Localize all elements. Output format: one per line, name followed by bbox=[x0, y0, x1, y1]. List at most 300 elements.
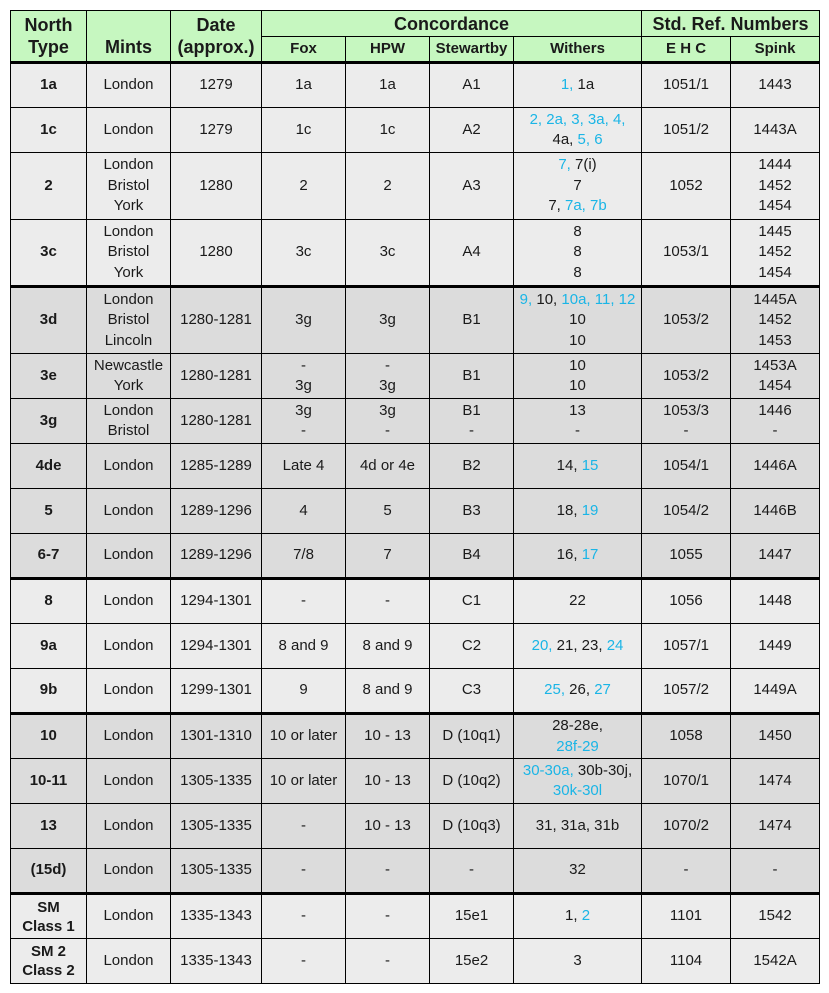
withers-ref-link[interactable]: 1, bbox=[560, 76, 578, 94]
header-north-type: North Type bbox=[11, 11, 87, 63]
cell-ehc bbox=[642, 939, 731, 984]
withers-line bbox=[515, 680, 640, 701]
table-row bbox=[11, 939, 820, 984]
withers-ref-link[interactable]: 17 bbox=[581, 546, 599, 564]
hpw-line: 2 bbox=[383, 176, 392, 194]
spink-line: 1453A bbox=[753, 356, 797, 374]
stewartby-line: C1 bbox=[461, 592, 482, 610]
cell-mints bbox=[87, 579, 171, 624]
header-concordance: Concordance bbox=[262, 11, 642, 37]
mint-line: London bbox=[103, 546, 154, 564]
cell-fox bbox=[262, 669, 346, 714]
cell-withers bbox=[514, 849, 642, 894]
withers-line bbox=[515, 310, 640, 331]
withers-line bbox=[515, 290, 640, 311]
cell-ehc bbox=[642, 669, 731, 714]
withers-line bbox=[515, 110, 640, 131]
fox-line: 10 or later bbox=[269, 771, 338, 789]
spink-line: 1474 bbox=[758, 816, 792, 834]
cell-fox bbox=[262, 579, 346, 624]
cell-spink bbox=[731, 63, 820, 108]
cell-hpw bbox=[346, 220, 430, 287]
mint-line: London bbox=[103, 501, 154, 519]
spink-line: 1446A bbox=[753, 456, 797, 474]
mint-line: London bbox=[103, 727, 154, 745]
table-row bbox=[11, 444, 820, 489]
stewartby-line: A2 bbox=[462, 120, 481, 138]
hpw-line: - bbox=[385, 951, 390, 969]
spink-line: 1445A bbox=[753, 290, 797, 308]
cell-hpw bbox=[346, 489, 430, 534]
withers-ref-link[interactable]: 19 bbox=[581, 501, 599, 519]
spink-line: 1454 bbox=[758, 377, 792, 394]
spink-line: 1446 bbox=[758, 401, 792, 419]
ehc-line: 1055 bbox=[669, 546, 703, 564]
withers-line bbox=[515, 781, 640, 802]
stewartby-line: D (10q2) bbox=[442, 771, 501, 789]
cell-north-type: 9b bbox=[11, 669, 87, 714]
hpw-line: - bbox=[385, 356, 390, 374]
cell-spink bbox=[731, 534, 820, 579]
spink-line: 1454 bbox=[758, 263, 792, 281]
cell-hpw bbox=[346, 849, 430, 894]
withers-line bbox=[515, 75, 640, 96]
hpw-line: 10 - 13 bbox=[364, 727, 411, 745]
mint-line: London bbox=[103, 120, 154, 138]
cell-north-type bbox=[11, 939, 87, 984]
header-ehc: E H C bbox=[642, 37, 731, 63]
withers-line bbox=[515, 222, 640, 243]
stewartby-line: D (10q1) bbox=[442, 727, 501, 745]
cell-hpw bbox=[346, 714, 430, 759]
ehc-line: 1057/2 bbox=[663, 681, 709, 699]
cell-ehc bbox=[642, 759, 731, 804]
withers-ref-link[interactable]: 10a, 11, 12 bbox=[561, 290, 636, 308]
cell-north-type: 10-11 bbox=[11, 759, 87, 804]
cell-date: 1335-1343 bbox=[171, 939, 262, 984]
spink-line: - bbox=[772, 861, 778, 879]
cell-ehc bbox=[642, 220, 731, 287]
ehc-line: - bbox=[683, 422, 689, 439]
cell-withers bbox=[514, 489, 642, 534]
spink-line: 1453 bbox=[758, 331, 792, 349]
cell-fox bbox=[262, 714, 346, 759]
spink-line: 1448 bbox=[758, 592, 792, 610]
cell-north-type: 3c bbox=[11, 220, 87, 287]
cell-hpw bbox=[346, 939, 430, 984]
stewartby-line: B3 bbox=[462, 501, 481, 519]
withers-ref-text: 10 bbox=[569, 311, 586, 329]
stewartby-line: 15e1 bbox=[454, 907, 489, 925]
withers-ref-text: 8 bbox=[573, 222, 582, 240]
table-row bbox=[11, 287, 820, 354]
withers-ref-link[interactable]: 2, 2a, 3, 3a, 4, bbox=[529, 110, 626, 128]
cell-hpw bbox=[346, 804, 430, 849]
cell-ehc bbox=[642, 399, 731, 444]
cell-date: 1280 bbox=[171, 220, 262, 287]
cell-stewartby bbox=[430, 579, 514, 624]
cell-fox bbox=[262, 444, 346, 489]
table-row bbox=[11, 579, 820, 624]
cell-mints bbox=[87, 489, 171, 534]
stewartby-line: B2 bbox=[462, 456, 481, 474]
table-row bbox=[11, 220, 820, 287]
cell-stewartby bbox=[430, 534, 514, 579]
fox-line: - bbox=[301, 422, 306, 439]
withers-ref-link[interactable]: 5, 6 bbox=[577, 131, 603, 148]
mint-line: Bristol bbox=[107, 243, 150, 261]
withers-ref-link[interactable]: 7, bbox=[558, 156, 576, 174]
withers-line bbox=[515, 545, 640, 566]
north-type-line: SM bbox=[37, 898, 60, 916]
withers-ref-link[interactable]: 25, bbox=[544, 681, 570, 699]
cell-hpw bbox=[346, 63, 430, 108]
table-row bbox=[11, 108, 820, 153]
cell-fox bbox=[262, 939, 346, 984]
cell-mints bbox=[87, 939, 171, 984]
cell-date: 1280-1281 bbox=[171, 399, 262, 444]
ehc-line: 1054/2 bbox=[663, 501, 709, 519]
cell-north-type: 13 bbox=[11, 804, 87, 849]
withers-ref-text: 10 bbox=[569, 331, 586, 349]
mint-line: London bbox=[103, 771, 154, 789]
mint-line: London bbox=[103, 907, 154, 925]
cell-date: 1289-1296 bbox=[171, 489, 262, 534]
withers-line bbox=[515, 331, 640, 352]
withers-line bbox=[515, 456, 640, 477]
cell-spink bbox=[731, 714, 820, 759]
cell-hpw bbox=[346, 354, 430, 399]
ehc-line: 1051/1 bbox=[663, 76, 709, 94]
cell-north-type: 4de bbox=[11, 444, 87, 489]
cell-spink bbox=[731, 399, 820, 444]
withers-ref-text: 1, bbox=[565, 907, 582, 925]
stewartby-line: D (10q3) bbox=[442, 816, 501, 834]
cell-withers bbox=[514, 759, 642, 804]
cell-ehc bbox=[642, 579, 731, 624]
north-type-line: Class 2 bbox=[22, 962, 75, 979]
withers-ref-text: 30b-30j, bbox=[577, 761, 633, 779]
cell-ehc bbox=[642, 444, 731, 489]
header-mints: Mints bbox=[87, 11, 171, 63]
hpw-line: 3g bbox=[379, 311, 396, 329]
withers-line bbox=[515, 816, 640, 837]
table-row bbox=[11, 489, 820, 534]
cell-ehc bbox=[642, 714, 731, 759]
cell-mints bbox=[87, 108, 171, 153]
withers-ref-link[interactable]: 28f-29 bbox=[556, 737, 599, 755]
withers-ref-link[interactable]: 9, bbox=[519, 290, 537, 308]
mint-line: London bbox=[103, 290, 154, 308]
withers-ref-text: 10, bbox=[536, 290, 562, 308]
fox-line: 3g bbox=[295, 377, 312, 394]
cell-withers bbox=[514, 63, 642, 108]
cell-fox bbox=[262, 849, 346, 894]
fox-line: 8 and 9 bbox=[278, 636, 329, 654]
spink-line: 1542A bbox=[753, 951, 797, 969]
cell-mints bbox=[87, 534, 171, 579]
header-std-ref: Std. Ref. Numbers bbox=[642, 11, 820, 37]
cell-fox bbox=[262, 399, 346, 444]
cell-north-type: 9a bbox=[11, 624, 87, 669]
concordance-table bbox=[10, 10, 820, 984]
fox-line: 9 bbox=[299, 681, 308, 699]
cell-mints bbox=[87, 894, 171, 939]
fox-line: Late 4 bbox=[282, 456, 325, 474]
withers-ref-link[interactable]: 20, bbox=[531, 636, 557, 654]
withers-ref-text: 31, 31a, 31b bbox=[535, 816, 620, 834]
table-row bbox=[11, 63, 820, 108]
cell-date: 1305-1335 bbox=[171, 759, 262, 804]
cell-hpw bbox=[346, 624, 430, 669]
ehc-line: 1053/2 bbox=[663, 366, 709, 384]
hpw-line: 10 - 13 bbox=[364, 771, 411, 789]
cell-mints bbox=[87, 287, 171, 354]
cell-ehc bbox=[642, 894, 731, 939]
cell-spink bbox=[731, 153, 820, 220]
stewartby-line: A3 bbox=[462, 176, 481, 194]
cell-spink bbox=[731, 939, 820, 984]
fox-line: - bbox=[301, 951, 306, 969]
cell-withers bbox=[514, 287, 642, 354]
cell-date: 1305-1335 bbox=[171, 849, 262, 894]
cell-date: 1279 bbox=[171, 108, 262, 153]
cell-north-type: 6-7 bbox=[11, 534, 87, 579]
cell-stewartby bbox=[430, 669, 514, 714]
cell-fox bbox=[262, 354, 346, 399]
cell-mints bbox=[87, 220, 171, 287]
withers-ref-link[interactable]: 24 bbox=[606, 636, 624, 654]
cell-stewartby bbox=[430, 153, 514, 220]
hpw-line: 3g bbox=[379, 377, 396, 394]
withers-ref-text: 7 bbox=[573, 176, 582, 194]
cell-north-type: 10 bbox=[11, 714, 87, 759]
spink-line: - bbox=[772, 422, 778, 439]
mint-line: London bbox=[103, 636, 154, 654]
withers-ref-text: 10 bbox=[569, 356, 586, 374]
fox-line: - bbox=[301, 907, 306, 925]
cell-date: 1280-1281 bbox=[171, 354, 262, 399]
spink-line: 1443 bbox=[758, 76, 792, 94]
cell-mints bbox=[87, 804, 171, 849]
cell-date: 1305-1335 bbox=[171, 804, 262, 849]
cell-fox bbox=[262, 894, 346, 939]
cell-fox bbox=[262, 287, 346, 354]
ehc-line: 1052 bbox=[669, 176, 703, 194]
cell-hpw bbox=[346, 534, 430, 579]
withers-ref-text: 7, bbox=[548, 197, 565, 215]
withers-ref-link[interactable]: 30-30a, bbox=[522, 761, 578, 779]
spink-line: 1446B bbox=[753, 501, 797, 519]
table-row bbox=[11, 399, 820, 444]
fox-line: - bbox=[301, 592, 306, 610]
table-row bbox=[11, 534, 820, 579]
cell-spink bbox=[731, 669, 820, 714]
cell-north-type: 3g bbox=[11, 399, 87, 444]
withers-ref-link[interactable]: 7a, 7b bbox=[565, 197, 607, 215]
fox-line: 10 or later bbox=[269, 727, 338, 745]
withers-ref-text: 8 bbox=[573, 243, 582, 261]
cell-spink bbox=[731, 579, 820, 624]
withers-ref-link[interactable]: 2 bbox=[581, 907, 591, 925]
hpw-line: - bbox=[385, 592, 390, 610]
ehc-line: 1051/2 bbox=[663, 120, 709, 138]
table-body bbox=[11, 63, 820, 984]
withers-line bbox=[515, 761, 640, 782]
hpw-line: 8 and 9 bbox=[362, 636, 413, 654]
cell-spink bbox=[731, 804, 820, 849]
withers-line bbox=[515, 356, 640, 377]
withers-line bbox=[515, 155, 640, 176]
withers-line bbox=[515, 421, 640, 442]
stewartby-line: C2 bbox=[461, 636, 482, 654]
cell-north-type: 1c bbox=[11, 108, 87, 153]
hpw-line: 5 bbox=[383, 501, 392, 519]
spink-line: 1449 bbox=[758, 636, 792, 654]
ehc-line: 1057/1 bbox=[663, 636, 709, 654]
withers-ref-text: 26, bbox=[569, 681, 595, 699]
spink-line: 1445 bbox=[758, 222, 792, 240]
withers-ref-text: 18, bbox=[556, 501, 582, 519]
withers-line bbox=[515, 906, 640, 927]
withers-line bbox=[515, 951, 640, 972]
spink-line: 1444 bbox=[758, 156, 792, 174]
spink-line: 1474 bbox=[758, 771, 792, 789]
stewartby-line: 15e2 bbox=[454, 951, 489, 969]
cell-stewartby bbox=[430, 489, 514, 534]
table-row bbox=[11, 894, 820, 939]
header-stewartby: Stewartby bbox=[430, 37, 514, 63]
cell-spink bbox=[731, 444, 820, 489]
withers-ref-text: 14, bbox=[556, 456, 582, 474]
withers-line bbox=[515, 176, 640, 197]
cell-hpw bbox=[346, 108, 430, 153]
cell-withers bbox=[514, 669, 642, 714]
hpw-line: 1a bbox=[379, 76, 396, 94]
cell-date: 1335-1343 bbox=[171, 894, 262, 939]
withers-ref-link[interactable]: 15 bbox=[581, 456, 599, 474]
cell-fox bbox=[262, 759, 346, 804]
cell-ehc bbox=[642, 354, 731, 399]
ehc-line: 1101 bbox=[669, 907, 703, 925]
mint-line: York bbox=[113, 263, 144, 281]
cell-hpw bbox=[346, 399, 430, 444]
cell-mints bbox=[87, 63, 171, 108]
spink-line: 1449A bbox=[753, 681, 797, 699]
withers-ref-text: 28-28e, bbox=[552, 717, 603, 734]
cell-stewartby bbox=[430, 759, 514, 804]
withers-ref-text: 22 bbox=[569, 592, 586, 610]
hpw-line: 4d or 4e bbox=[359, 456, 416, 474]
withers-line bbox=[515, 376, 640, 397]
ehc-line: 1058 bbox=[669, 727, 703, 745]
fox-line: 3g bbox=[295, 311, 312, 329]
cell-north-type: 3d bbox=[11, 287, 87, 354]
cell-date: 1279 bbox=[171, 63, 262, 108]
withers-line bbox=[515, 860, 640, 881]
stewartby-line: B1 bbox=[462, 401, 481, 419]
withers-line bbox=[515, 242, 640, 263]
cell-spink bbox=[731, 108, 820, 153]
header-spink: Spink bbox=[731, 37, 820, 63]
table-row bbox=[11, 714, 820, 759]
table-header bbox=[11, 11, 820, 63]
cell-ehc bbox=[642, 534, 731, 579]
cell-ehc bbox=[642, 489, 731, 534]
cell-hpw bbox=[346, 444, 430, 489]
cell-ehc bbox=[642, 804, 731, 849]
table-row bbox=[11, 354, 820, 399]
cell-fox bbox=[262, 220, 346, 287]
ehc-line: 1054/1 bbox=[663, 456, 709, 474]
cell-mints bbox=[87, 849, 171, 894]
withers-ref-text: - bbox=[575, 422, 581, 439]
stewartby-line: B4 bbox=[462, 546, 481, 564]
cell-mints bbox=[87, 669, 171, 714]
fox-line: - bbox=[301, 861, 306, 879]
cell-date: 1285-1289 bbox=[171, 444, 262, 489]
cell-spink bbox=[731, 287, 820, 354]
withers-line bbox=[515, 130, 640, 151]
cell-withers bbox=[514, 804, 642, 849]
cell-hpw bbox=[346, 287, 430, 354]
cell-ehc bbox=[642, 63, 731, 108]
withers-ref-link[interactable]: 30k-30l bbox=[552, 782, 603, 799]
cell-north-type: (15d) bbox=[11, 849, 87, 894]
north-type-line: Class 1 bbox=[22, 917, 75, 935]
spink-line: 1452 bbox=[758, 311, 792, 329]
hpw-line: 10 - 13 bbox=[364, 816, 411, 834]
cell-hpw bbox=[346, 153, 430, 220]
fox-line: 3g bbox=[295, 401, 312, 419]
withers-ref-text: 16, bbox=[556, 546, 582, 564]
cell-fox bbox=[262, 63, 346, 108]
cell-ehc bbox=[642, 108, 731, 153]
withers-ref-text: 4a, bbox=[552, 131, 578, 148]
cell-spink bbox=[731, 220, 820, 287]
ehc-line: 1070/2 bbox=[663, 816, 709, 834]
withers-ref-text: 1a bbox=[577, 76, 595, 94]
cell-ehc bbox=[642, 849, 731, 894]
cell-date: 1294-1301 bbox=[171, 624, 262, 669]
ehc-line: 1053/2 bbox=[663, 311, 709, 329]
withers-line bbox=[515, 737, 640, 758]
withers-line bbox=[515, 636, 640, 657]
ehc-line: - bbox=[683, 861, 689, 879]
spink-line: 1447 bbox=[758, 546, 792, 564]
mint-line: London bbox=[103, 222, 154, 240]
cell-fox bbox=[262, 624, 346, 669]
mint-line: Bristol bbox=[107, 311, 150, 329]
header-withers: Withers bbox=[514, 37, 642, 63]
cell-mints bbox=[87, 714, 171, 759]
header-hpw: HPW bbox=[346, 37, 430, 63]
cell-withers bbox=[514, 624, 642, 669]
withers-line bbox=[515, 196, 640, 217]
cell-mints bbox=[87, 624, 171, 669]
hpw-line: - bbox=[385, 861, 390, 879]
cell-stewartby bbox=[430, 714, 514, 759]
withers-ref-link[interactable]: 27 bbox=[594, 681, 611, 699]
hpw-line: 3c bbox=[379, 243, 396, 261]
cell-mints bbox=[87, 759, 171, 804]
hpw-line: 3g bbox=[379, 401, 396, 419]
cell-fox bbox=[262, 153, 346, 220]
cell-spink bbox=[731, 354, 820, 399]
cell-spink bbox=[731, 489, 820, 534]
cell-spink bbox=[731, 624, 820, 669]
cell-spink bbox=[731, 759, 820, 804]
